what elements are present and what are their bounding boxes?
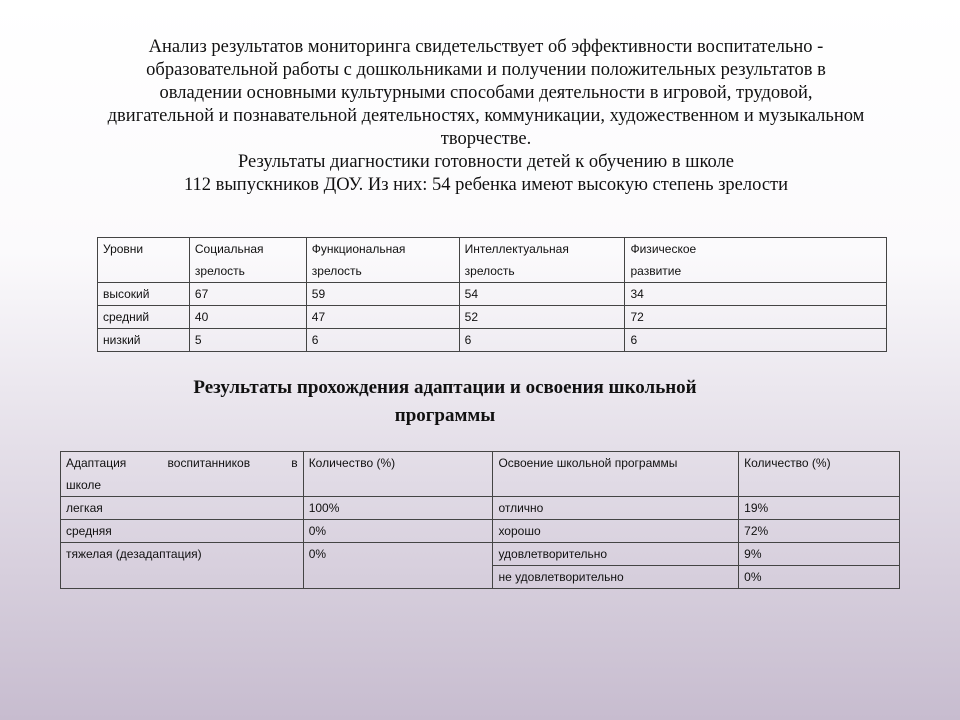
table-cell: 6	[459, 329, 625, 352]
table-cell: тяжелая (дезадаптация)	[61, 543, 304, 589]
table-cell: 72	[625, 306, 887, 329]
intro-line: образовательной работы с дошкольниками и получении положительных результатов в	[146, 60, 826, 80]
table-cell: 0%	[303, 520, 493, 543]
header-cell: Освоение школьной программы	[493, 452, 739, 497]
table-cell: 100%	[303, 497, 493, 520]
table-cell: 9%	[739, 543, 900, 566]
table-cell: 0%	[739, 566, 900, 589]
table-row	[61, 497, 900, 520]
table-cell: высокий	[98, 283, 190, 306]
intro-line: творчестве.	[440, 129, 532, 149]
intro-text	[40, 36, 932, 197]
header-cell: Адаптация воспитанников в школе	[61, 452, 304, 497]
header-cell: Социальная зрелость	[189, 238, 306, 283]
table-cell: легкая	[61, 497, 304, 520]
intro-line: Анализ результатов мониторинга свидетельствует об эффективности воспитательно -	[148, 37, 824, 57]
table-header-row	[61, 452, 900, 497]
table-cell: удовлетворительно	[493, 543, 739, 566]
table-cell: 52	[459, 306, 625, 329]
table-row	[98, 306, 887, 329]
table-cell: 40	[189, 306, 306, 329]
intro-line: овладении основными культурными способами деятельности в игровой, трудовой,	[159, 83, 813, 103]
table-row	[98, 283, 887, 306]
table-header-row	[98, 238, 887, 283]
intro-line: 112 выпускников ДОУ. Из них: 54 ребенка имеют высокую степень зрелости	[183, 175, 789, 195]
adaptation-table	[60, 451, 900, 589]
table-cell: отлично	[493, 497, 739, 520]
table-cell: 5	[189, 329, 306, 352]
table-cell: 59	[306, 283, 459, 306]
table-cell: 54	[459, 283, 625, 306]
header-cell: Количество (%)	[739, 452, 900, 497]
readiness-table	[97, 237, 887, 352]
header-cell: Уровни	[98, 238, 190, 283]
table-cell: 19%	[739, 497, 900, 520]
table-cell: 6	[625, 329, 887, 352]
table-cell: не удовлетворительно	[493, 566, 739, 589]
header-cell: Количество (%)	[303, 452, 493, 497]
table-cell: 47	[306, 306, 459, 329]
table-cell: 67	[189, 283, 306, 306]
header-cell: Интеллектуальная зрелость	[459, 238, 625, 283]
table-row	[61, 543, 900, 566]
header-cell: Физическое развитие	[625, 238, 887, 283]
table-cell: низкий	[98, 329, 190, 352]
table-row	[61, 520, 900, 543]
table-cell: 6	[306, 329, 459, 352]
intro-line: двигательной и познавательной деятельностях, коммуникации, художественном и музыкальном	[107, 106, 865, 126]
section-heading: Результаты прохождения адаптации и освоения школьной программы	[193, 377, 697, 426]
table-cell: 72%	[739, 520, 900, 543]
table-cell: хорошо	[493, 520, 739, 543]
table-cell: 0%	[303, 543, 493, 589]
table-cell: средняя	[61, 520, 304, 543]
header-cell: Функциональная зрелость	[306, 238, 459, 283]
table-cell: средний	[98, 306, 190, 329]
table-cell: 34	[625, 283, 887, 306]
intro-line: Результаты диагностики готовности детей к обучению в школе	[238, 152, 734, 172]
table-row	[98, 329, 887, 352]
